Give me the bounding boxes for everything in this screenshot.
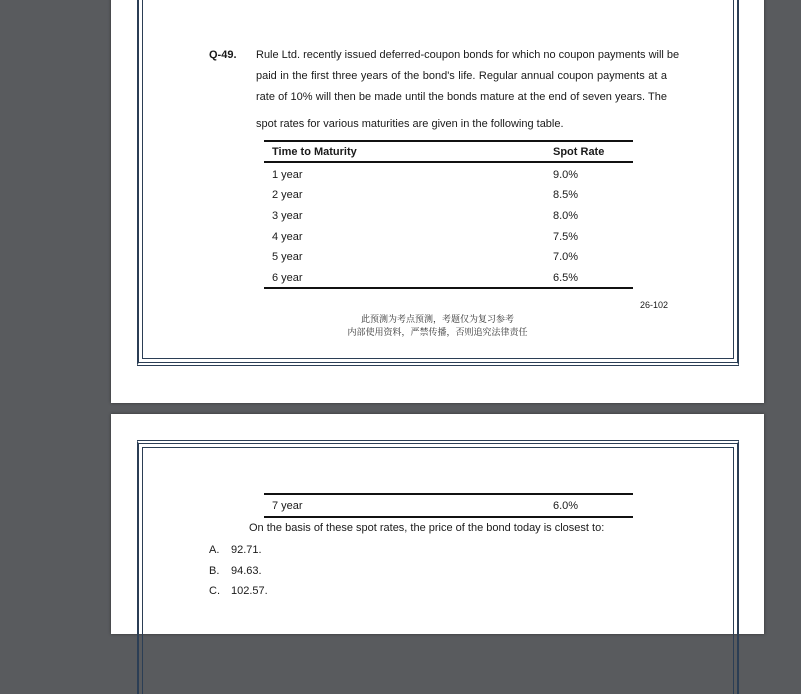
option-letter: B. xyxy=(209,565,220,577)
option-letter: C. xyxy=(209,585,220,597)
table-row-rate: 9.0% xyxy=(553,169,579,181)
table-row-rate: 6.0% xyxy=(553,500,579,512)
table-top-rule xyxy=(264,140,633,142)
option-letter: A. xyxy=(209,544,220,556)
table-row-maturity: 7 year xyxy=(272,500,303,512)
table-row-maturity: 5 year xyxy=(272,251,303,263)
option-value: 92.71. xyxy=(231,544,262,556)
header-time-to-maturity: Time to Maturity xyxy=(272,146,357,158)
table-row-maturity: 2 year xyxy=(272,189,303,201)
question-line-2: paid in the first three years of the bond's life. Regular annual coupon payments at a xyxy=(256,70,667,82)
table-row-rate: 7.5% xyxy=(553,231,579,243)
footer-disclaimer-line-1: 此预测为考点预测，考题仅为复习参考 xyxy=(360,315,514,325)
table-header-rule xyxy=(264,161,633,163)
table-row-maturity: 6 year xyxy=(272,272,303,284)
question-prompt: On the basis of these spot rates, the price of the bond today is closest to: xyxy=(249,522,605,534)
question-line-1: Rule Ltd. recently issued deferred-coupon bonds for which no coupon payments will be xyxy=(256,49,680,61)
table-row-maturity: 3 year xyxy=(272,210,303,222)
table-row-rate: 8.5% xyxy=(553,189,579,201)
header-spot-rate: Spot Rate xyxy=(553,146,605,158)
footer-disclaimer-line-2: 内部使用资料，严禁传播，否则追究法律责任 xyxy=(347,328,528,338)
table-row-rate: 6.5% xyxy=(553,272,579,284)
page-number: 26-102 xyxy=(639,300,668,310)
table-continued-bottom-rule xyxy=(264,516,633,518)
question-line-4: spot rates for various maturities are given in the following table. xyxy=(256,118,564,130)
table-row-rate: 7.0% xyxy=(553,251,579,263)
option-value: 94.63. xyxy=(231,565,262,577)
table-continued-top-rule xyxy=(264,493,633,495)
question-line-3: rate of 10% will then be made until the bonds mature at the end of seven years. The xyxy=(256,91,667,103)
document-page-2 xyxy=(111,414,764,634)
table-bottom-rule xyxy=(264,287,633,289)
document-page-1 xyxy=(111,0,764,403)
question-number: Q-49. xyxy=(209,49,237,61)
table-row-maturity: 1 year xyxy=(272,169,303,181)
table-row-maturity: 4 year xyxy=(272,231,303,243)
option-value: 102.57. xyxy=(231,585,268,597)
page-border xyxy=(137,440,739,694)
table-row-rate: 8.0% xyxy=(553,210,579,222)
